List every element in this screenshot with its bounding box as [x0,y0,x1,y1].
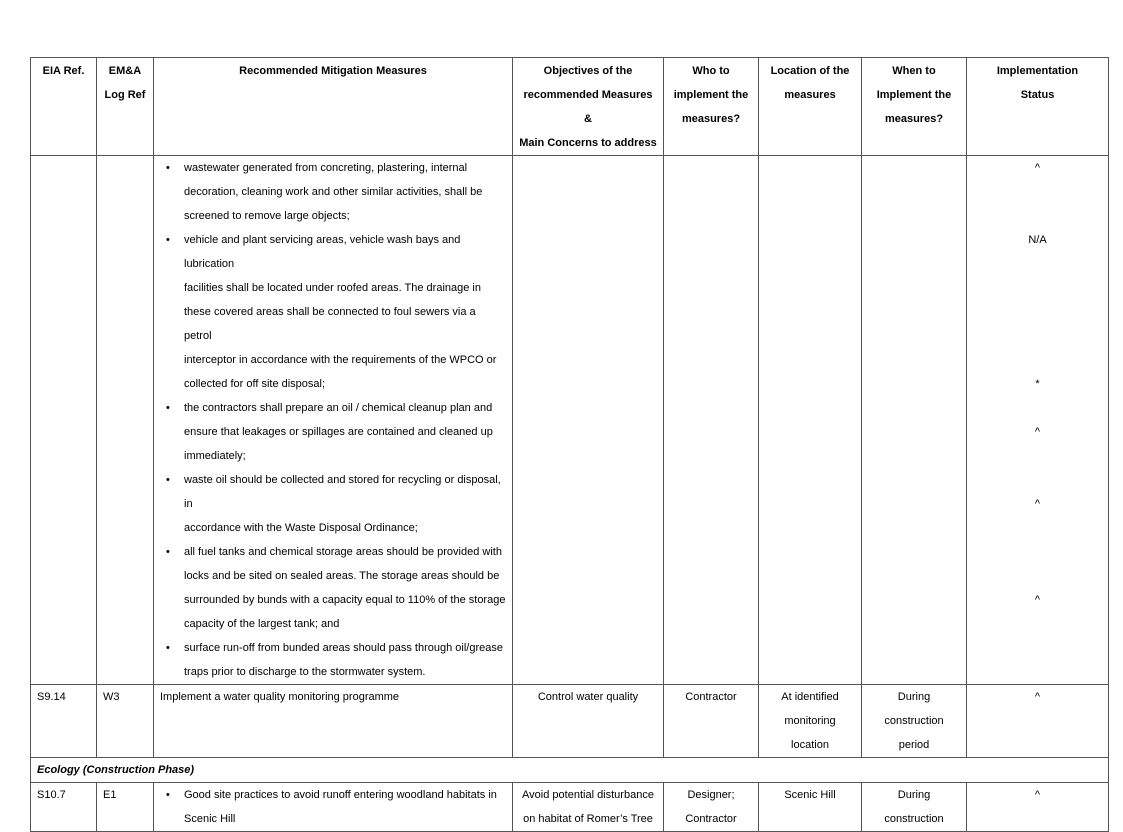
measure-line: surface run-off from bunded areas should pass through oil/grease [184,642,503,654]
status-cell: ^ [967,685,1109,758]
measure-line: screened to remove large objects; [184,210,350,222]
table-row [31,783,1109,832]
eia-ref-cell [31,156,97,685]
objectives-cell [513,156,664,685]
list-item [160,540,506,636]
bullet-icon: • [166,642,170,654]
who-cell [664,156,759,685]
bullet-icon: • [166,474,170,486]
when-cell: During construction [862,783,967,832]
who-cell: Designer; Contractor [664,783,759,832]
measure-line: ensure that leakages or spillages are contained and cleaned up [184,426,493,438]
measures-cell: Implement a water quality monitoring programme [154,685,513,758]
measures-list [160,156,506,684]
status-mark: ^ [1034,498,1041,510]
list-item: • Good site practices to avoid runoff entering woodland habitats in Scenic Hill [160,783,506,831]
measures-list [160,783,506,831]
measure-line: vehicle and plant servicing areas, vehicle wash bays and lubrication [184,234,461,270]
location-cell: Scenic Hill [759,783,862,832]
measure-line: capacity of the largest tank; and [184,618,340,630]
header-who: Who to implement the measures? [664,58,759,156]
objectives-cell: Avoid potential disturbance on habitat of Romer’s Tree [513,783,664,832]
header-log-ref: EM&A Log Ref [97,58,154,156]
eia-ref-cell: S9.14 [31,685,97,758]
eia-ref-cell: S10.7 [31,783,97,832]
bullet-icon: • [166,789,170,801]
mitigation-measures-table [30,57,1109,832]
header-when: When to Implement the measures? [862,58,967,156]
log-ref-cell: W3 [97,685,154,758]
measure-line: wastewater generated from concreting, plastering, internal [184,162,468,174]
location-cell: At identified monitoring location [759,685,862,758]
measure-line: locks and be sited on sealed areas. The storage areas should be [184,570,500,582]
when-cell: During construction period [862,685,967,758]
bullet-icon: • [166,234,170,246]
bullet-icon: • [166,402,170,414]
measure-line: immediately; [184,450,246,462]
measure-line: decoration, cleaning work and other similar activities, shall be [184,186,483,198]
who-cell: Contractor [664,685,759,758]
table-row [31,685,1109,758]
list-item [160,468,506,540]
list-item [160,156,506,228]
status-cell [967,156,1109,685]
status-mark: * [1035,378,1040,390]
section-heading-row [31,758,1109,783]
section-title: Ecology (Construction Phase) [31,758,1109,783]
measure-line: these covered areas shall be connected to foul sewers via a petrol [184,306,476,342]
list-item [160,228,506,396]
status-cell: ^ [967,783,1109,832]
measures-cell [154,156,513,685]
table-header-row [31,58,1109,156]
measure-line: collected for off site disposal; [184,378,326,390]
bullet-icon: • [166,162,170,174]
list-item [160,396,506,468]
measure-line: waste oil should be collected and stored for recycling or disposal, in [184,474,501,510]
measure-line: facilities shall be located under roofed areas. The drainage in [184,282,481,294]
log-ref-cell [97,156,154,685]
location-cell [759,156,862,685]
table-row-continuation [31,156,1109,685]
header-eia-ref: EIA Ref. [31,58,97,156]
measures-cell [154,783,513,832]
when-cell [862,156,967,685]
header-location: Location of the measures [759,58,862,156]
header-status: Implementation Status [967,58,1109,156]
header-measures: Recommended Mitigation Measures [154,58,513,156]
status-mark: N/A [1028,234,1047,246]
status-mark: ^ [1034,162,1041,174]
measure-line: accordance with the Waste Disposal Ordinance; [184,522,418,534]
measure-line: surrounded by bunds with a capacity equal to 110% of the storage [184,594,506,606]
status-mark: ^ [1034,426,1041,438]
bullet-icon: • [166,546,170,558]
log-ref-cell: E1 [97,783,154,832]
measure-line: the contractors shall prepare an oil / chemical cleanup plan and [184,402,493,414]
measure-line: interceptor in accordance with the requirements of the WPCO or [184,354,497,366]
list-item [160,636,506,684]
header-objectives: Objectives of the recommended Measures & Main Concerns to address [513,58,664,156]
measure-line: traps prior to discharge to the stormwater system. [184,666,426,678]
objectives-cell: Control water quality [513,685,664,758]
status-mark: ^ [1034,594,1041,606]
measure-line: all fuel tanks and chemical storage areas should be provided with [184,546,502,558]
